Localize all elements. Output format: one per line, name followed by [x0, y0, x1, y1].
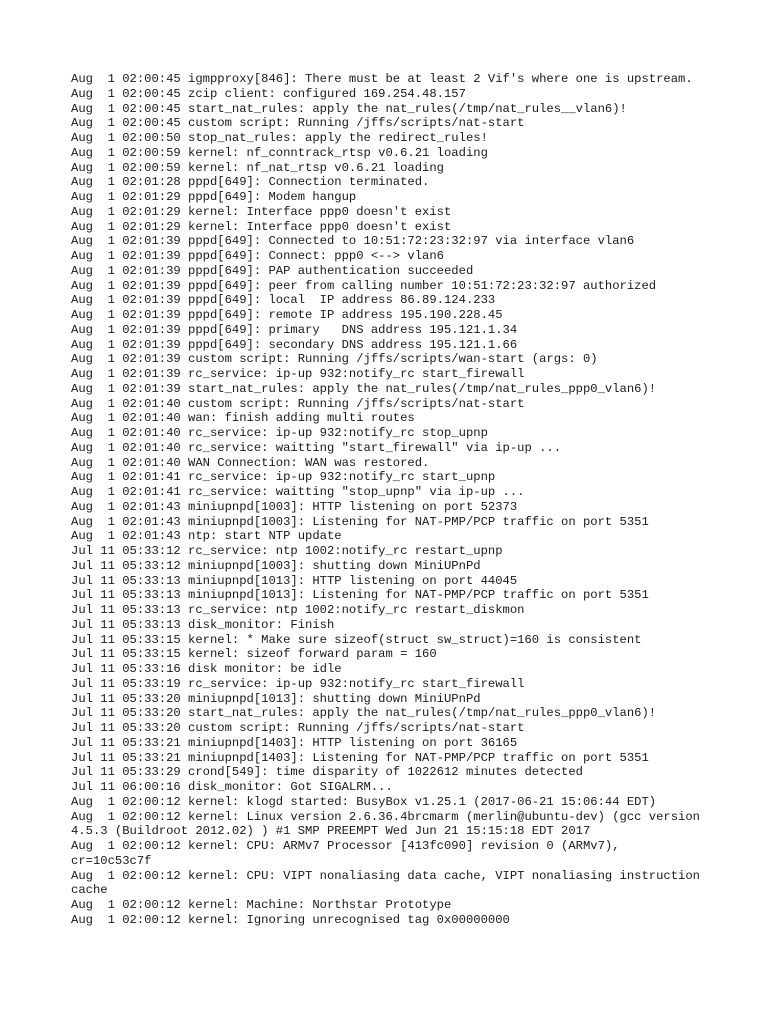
- log-line: Aug 1 02:00:12 kernel: Linux version 2.6.36.4brcmarm (merlin@ubuntu-dev) (gcc version 4.5.3 (Buildroot 2012.02) ) #1 SMP PREEMPT Wed Jun 21 15:15:18 EDT 2017: [71, 809, 708, 839]
- log-line: Jul 11 05:33:12 rc_service: ntp 1002:notify_rc restart_upnp: [71, 544, 503, 558]
- log-line: Jul 11 05:33:16 disk monitor: be idle: [71, 662, 342, 676]
- log-line: Aug 1 02:01:41 rc_service: waitting "stop_upnp" via ip-up ...: [71, 485, 525, 499]
- log-line: Jul 11 05:33:13 miniupnpd[1013]: HTTP listening on port 44045: [71, 573, 518, 588]
- log-line: Aug 1 02:01:28 pppd[649]: Connection terminated.: [71, 175, 430, 190]
- log-line: Aug 1 02:01:40 custom script: Running /jffs/scripts/nat-start: [71, 396, 525, 411]
- log-line: Aug 1 02:01:43 miniupnpd[1003]: Listening for NAT-PMP/PCP traffic on port 5351: [71, 514, 649, 529]
- log-line: Aug 1 02:00:45 igmpproxy[846]: There must be at least 2 Vif's where one is upstream.: [71, 72, 693, 86]
- log-line: Aug 1 02:00:12 kernel: klogd started: BusyBox v1.25.1 (2017-06-21 15:06:44 EDT): [71, 794, 657, 809]
- system-log: [71, 72, 708, 928]
- log-line: Aug 1 02:01:40 rc_service: ip-up 932:notify_rc stop_upnp: [71, 426, 488, 440]
- log-line: Aug 1 02:01:40 rc_service: waitting "start_firewall" via ip-up ...: [71, 440, 562, 455]
- log-line: Jul 11 05:33:13 disk_monitor: Finish: [71, 617, 335, 632]
- log-line: Jul 11 05:33:21 miniupnpd[1403]: Listening for NAT-PMP/PCP traffic on port 5351: [71, 750, 649, 765]
- log-line: Jul 11 05:33:21 miniupnpd[1403]: HTTP listening on port 36165: [71, 735, 518, 750]
- log-line: Aug 1 02:01:39 start_nat_rules: apply the nat_rules(/tmp/nat_rules_ppp0_vlan6)!: [71, 381, 657, 396]
- log-line: Aug 1 02:00:12 kernel: CPU: VIPT nonaliasing data cache, VIPT nonaliasing instruction cache: [71, 868, 708, 898]
- log-line: Aug 1 02:01:40 WAN Connection: WAN was restored.: [71, 455, 430, 470]
- log-line: Aug 1 02:01:41 rc_service: ip-up 932:notify_rc start_upnp: [71, 470, 496, 485]
- log-line: Aug 1 02:00:50 stop_nat_rules: apply the redirect_rules!: [71, 131, 488, 145]
- log-line: Jul 11 05:33:13 rc_service: ntp 1002:notify_rc restart_diskmon: [71, 603, 525, 617]
- log-line: Jul 11 05:33:13 miniupnpd[1013]: Listening for NAT-PMP/PCP traffic on port 5351: [71, 588, 649, 603]
- log-line: Aug 1 02:01:39 pppd[649]: peer from calling number 10:51:72:23:32:97 authorized: [71, 278, 657, 293]
- log-line: Aug 1 02:01:43 miniupnpd[1003]: HTTP listening on port 52373: [71, 499, 518, 514]
- log-line: Aug 1 02:01:39 pppd[649]: remote IP address 195.190.228.45: [71, 308, 503, 322]
- log-line: Aug 1 02:01:40 wan: finish adding multi routes: [71, 411, 415, 426]
- log-line: Aug 1 02:01:39 pppd[649]: local IP address 86.89.124.233: [71, 293, 496, 308]
- log-line: Aug 1 02:01:43 ntp: start NTP update: [71, 529, 342, 544]
- log-line: Jul 11 06:00:16 disk_monitor: Got SIGALRM...: [71, 780, 393, 794]
- log-line: Aug 1 02:01:29 kernel: Interface ppp0 doesn't exist: [71, 204, 452, 219]
- log-line: Jul 11 05:33:19 rc_service: ip-up 932:notify_rc start_firewall: [71, 676, 525, 691]
- log-line: Aug 1 02:01:39 pppd[649]: Connected to 10:51:72:23:32:97 via interface vlan6: [71, 234, 635, 249]
- log-line: Aug 1 02:00:45 custom script: Running /jffs/scripts/nat-start: [71, 116, 525, 131]
- log-line: Aug 1 02:01:39 custom script: Running /jffs/scripts/wan-start (args: 0): [71, 352, 598, 367]
- log-line: Jul 11 05:33:20 custom script: Running /jffs/scripts/nat-start: [71, 721, 525, 735]
- log-line: Aug 1 02:00:12 kernel: Ignoring unrecognised tag 0x00000000: [71, 912, 510, 927]
- log-line: Jul 11 05:33:20 start_nat_rules: apply the nat_rules(/tmp/nat_rules_ppp0_vlan6)!: [71, 706, 657, 721]
- log-line: Aug 1 02:00:45 start_nat_rules: apply the nat_rules(/tmp/nat_rules__vlan6)!: [71, 101, 627, 116]
- log-line: Aug 1 02:00:12 kernel: CPU: ARMv7 Processor [413fc090] revision 0 (ARMv7), cr=10c53c7f: [71, 839, 627, 868]
- log-line: Jul 11 05:33:20 miniupnpd[1013]: shutting down MiniUPnPd: [71, 691, 481, 706]
- log-line: Aug 1 02:00:59 kernel: nf_conntrack_rtsp v0.6.21 loading: [71, 145, 488, 160]
- log-line: Jul 11 05:33:29 crond[549]: time disparity of 1022612 minutes detected: [71, 765, 583, 780]
- log-line: Aug 1 02:01:29 pppd[649]: Modem hangup: [71, 190, 357, 204]
- log-line: Aug 1 02:00:45 zcip client: configured 169.254.48.157: [71, 86, 466, 101]
- log-line: Aug 1 02:01:39 pppd[649]: secondary DNS address 195.121.1.66: [71, 337, 518, 352]
- log-line: Jul 11 05:33:15 kernel: sizeof forward param = 160: [71, 647, 437, 662]
- log-line: Aug 1 02:00:12 kernel: Machine: Northstar Prototype: [71, 898, 452, 912]
- log-line: Jul 11 05:33:12 miniupnpd[1003]: shutting down MiniUPnPd: [71, 558, 481, 573]
- log-line: Aug 1 02:01:39 pppd[649]: primary DNS address 195.121.1.34: [71, 322, 518, 337]
- log-line: Aug 1 02:01:39 pppd[649]: Connect: ppp0 <--> vlan6: [71, 249, 444, 263]
- log-line: Aug 1 02:01:39 pppd[649]: PAP authentication succeeded: [71, 263, 474, 278]
- log-line: Aug 1 02:01:29 kernel: Interface ppp0 doesn't exist: [71, 219, 452, 234]
- log-line: Aug 1 02:00:59 kernel: nf_nat_rtsp v0.6.21 loading: [71, 160, 444, 175]
- log-line: Jul 11 05:33:15 kernel: * Make sure sizeof(struct sw_struct)=160 is consistent: [71, 632, 642, 647]
- log-line: Aug 1 02:01:39 rc_service: ip-up 932:notify_rc start_firewall: [71, 367, 525, 381]
